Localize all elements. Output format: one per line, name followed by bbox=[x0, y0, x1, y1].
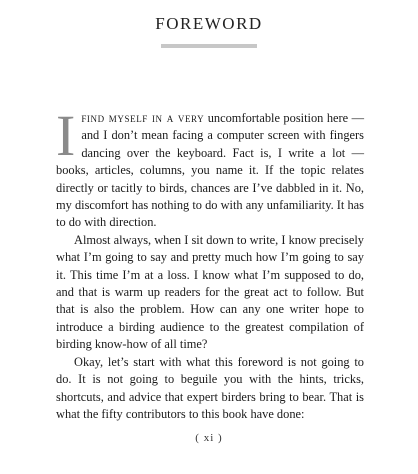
paragraph-1-text: uncomfortable position here — and I don’t mean facing a computer screen with fingers dancing over the keyboard. Fact is, I write a lot — books, articles, columns, you name it. If the topic relates directly or tacitly to birds, chances are I’ve dabbled in it. No, my discomfort has nothing to do with any unfamiliarity. It has to do with direction. bbox=[56, 111, 364, 230]
page-number: ( xi ) bbox=[195, 432, 223, 444]
drop-cap: I bbox=[56, 103, 76, 168]
page-title: FOREWORD bbox=[155, 14, 263, 33]
lead-in: find myself in a very bbox=[81, 111, 205, 125]
paragraph-2: Almost always, when I sit down to write, I know precisely what I’m going to say and pretty much how I’m going to say it. This time I’m at a loss. I know what I’m supposed to do, and that is warm up readers for the great act to follow. But that is also the problem. How can any one writer hope to introduce a birding audience to the greatest compilation of birding know-how of all time? bbox=[56, 232, 364, 352]
body-text bbox=[56, 103, 364, 423]
paragraph-3: Okay, let’s start with what this foreword is not going to do. It is not going to beguile you with the hints, tricks, shortcuts, and advice that expert birders bring to bear. That is what the fifty contributors to this book have done: bbox=[56, 354, 364, 421]
title-rule bbox=[161, 44, 257, 48]
paragraph-1 bbox=[56, 103, 364, 232]
